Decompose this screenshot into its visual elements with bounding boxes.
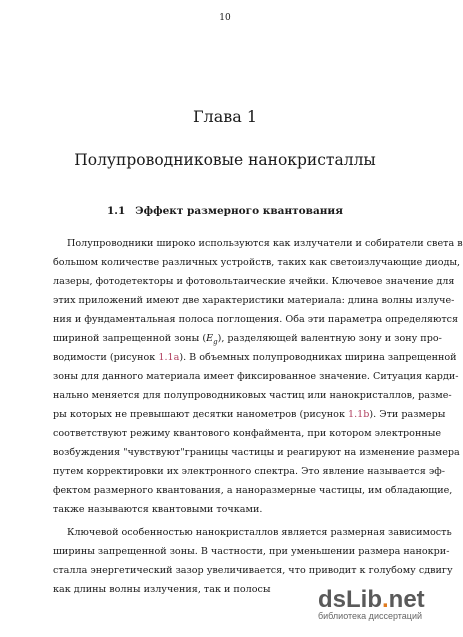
text-line: возбуждения "чувствуют"границы частицы и реагируют на изменение размера xyxy=(53,447,460,458)
section-number: 1.1 xyxy=(107,205,126,217)
text-line: Полупроводники широко используются как излучатели и собиратели света в xyxy=(67,238,463,249)
text-line: также называются квантовыми точками. xyxy=(53,504,263,515)
chapter-label: Глава 1 xyxy=(192,107,258,126)
text-line: путем корректировки их электронного спектра. Это явление называется эф- xyxy=(53,466,445,477)
math-variable xyxy=(206,333,218,344)
text-line: лазеры, фотодетекторы и фотовольтаические ячейки. Ключевое значение для xyxy=(53,276,455,287)
text-fragment: ). Эти размеры xyxy=(369,409,446,420)
text-line: ширины запрещенной зоны. В частности, при уменьшении размера нанокри- xyxy=(53,546,450,557)
dslib-watermark xyxy=(318,586,448,626)
text-line: этих приложений имеют две характеристики материала: длина волны излуче- xyxy=(53,295,455,306)
section-heading xyxy=(0,205,450,217)
text-line xyxy=(53,329,442,348)
figure-reference-link[interactable]: 1.1b xyxy=(348,409,370,420)
page-number: 10 xyxy=(219,13,231,23)
text-line: как длины волны излучения, так и полосы xyxy=(53,584,271,595)
chapter-title: Полупроводниковые нанокристаллы xyxy=(74,151,376,169)
paragraph-1 xyxy=(53,234,463,519)
text-fragment: ), разделяющей валентную зону и зону про- xyxy=(217,333,442,344)
text-fragment: водимости (рисунок xyxy=(53,352,159,363)
text-line: нально меняется для полупроводниковых частиц или нанокристаллов, разме- xyxy=(53,390,452,401)
math-subscript: g xyxy=(213,337,218,346)
math-symbol: E xyxy=(206,333,214,344)
text-line: сталла энергетический зазор увеличивается, что приводит к голубому сдвигу xyxy=(53,565,453,576)
dslib-logo xyxy=(318,586,425,614)
text-line: зоны для данного материала имеет фиксированное значение. Ситуация карди- xyxy=(53,371,459,382)
text-fragment: ). В объемных полупроводниках ширина запрещенной xyxy=(179,352,457,363)
text-line: соответствуют режиму квантового конфаймента, при котором электронные xyxy=(53,428,442,439)
text-line xyxy=(53,405,446,424)
text-line: ния и фундаментальная полоса поглощения. Оба эти параметра определяются xyxy=(53,314,459,325)
watermark-subtitle: библиотека диссертаций xyxy=(318,611,423,621)
text-line: Ключевой особенностью нанокристаллов является размерная зависимость xyxy=(67,527,452,538)
text-line: большом количестве различных устройств, таких как светоизлучающие диоды, xyxy=(53,257,461,268)
text-line: фектом размерного квантования, а наноразмерные частицы, им обладающие, xyxy=(53,485,453,496)
text-line xyxy=(53,348,457,367)
text-fragment: шириной запрещенной зоны ( xyxy=(53,333,207,344)
logo-text: net xyxy=(388,586,425,613)
text-fragment: ры которых не превышают десятки нанометров (рисунок xyxy=(53,409,349,420)
section-title: Эффект размерного квантования xyxy=(135,205,343,217)
logo-dot: . xyxy=(382,586,389,613)
figure-reference-link[interactable]: 1.1a xyxy=(158,352,180,363)
logo-text: dsLib xyxy=(318,586,382,613)
